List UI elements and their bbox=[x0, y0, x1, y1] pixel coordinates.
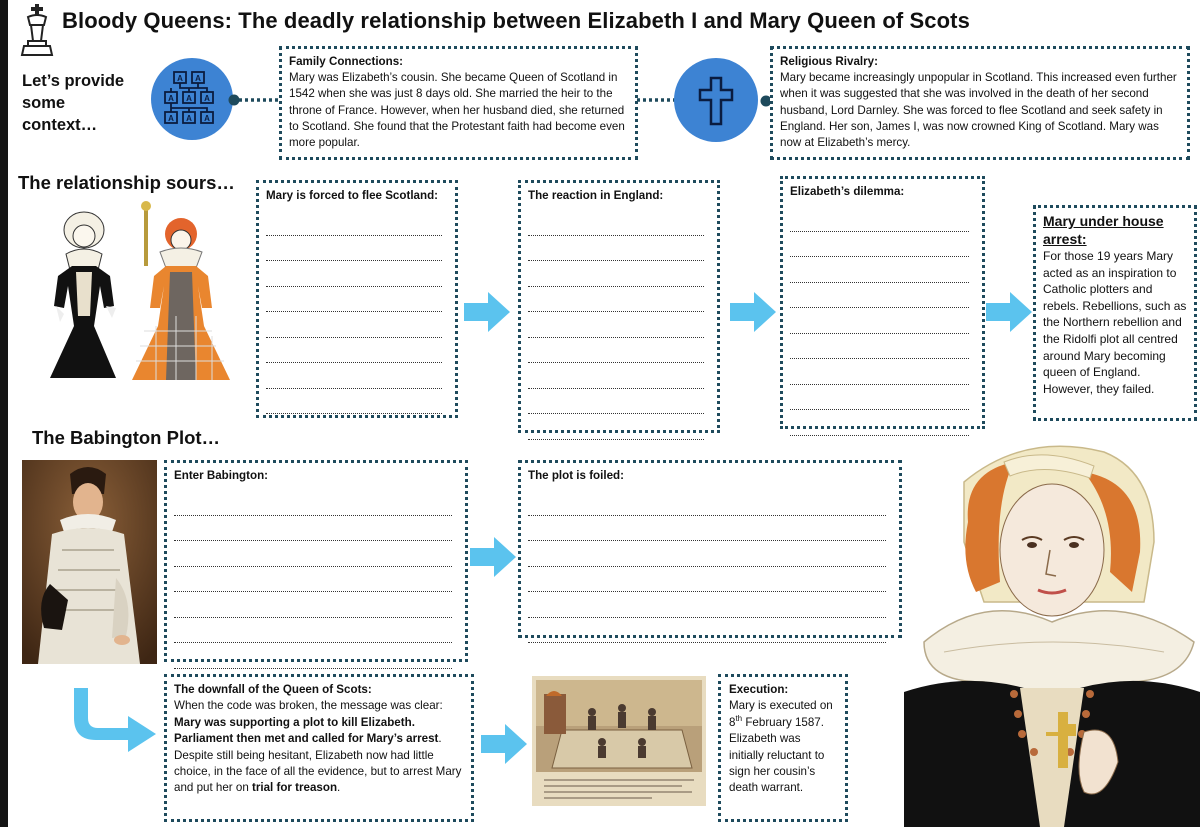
babington-portrait bbox=[22, 460, 157, 664]
svg-text:A: A bbox=[204, 94, 210, 103]
sours-heading: The relationship sours… bbox=[18, 172, 235, 193]
cross-icon bbox=[674, 58, 758, 142]
religion-circle bbox=[674, 58, 758, 142]
house-arrest-heading: Mary under house arrest: bbox=[1043, 213, 1164, 247]
downfall-box bbox=[164, 674, 474, 822]
execution-box bbox=[718, 674, 848, 822]
answer-lines[interactable] bbox=[266, 210, 448, 414]
downfall-text-2: . Despite still being hesitant, Elizabeth now had little choice, in the face of all the evidence, but to arrest Mary and put her on bbox=[174, 732, 462, 795]
context-label: Let’s provide some context… bbox=[22, 72, 125, 134]
arrow-right-icon bbox=[481, 724, 527, 764]
connector-2 bbox=[637, 93, 677, 107]
enter-babington-box[interactable] bbox=[164, 460, 468, 662]
page-edge-bar bbox=[0, 0, 8, 827]
downfall-bold-2: trial for treason bbox=[252, 781, 338, 795]
execution-sup: th bbox=[735, 713, 743, 723]
svg-text:A: A bbox=[168, 94, 174, 103]
reaction-heading: The reaction in England: bbox=[528, 189, 664, 202]
arrow-right-icon bbox=[470, 537, 516, 577]
downfall-text-1: When the code was broken, the message was clear: bbox=[174, 699, 443, 713]
execution-text-2: February 1587. Elizabeth was initially reluctant to sign her cousin’s death warrant. bbox=[729, 715, 825, 795]
religious-heading: Religious Rivalry: bbox=[780, 55, 878, 68]
house-arrest-text: For those 19 years Mary acted as an inspiration to Catholic plotters and rebels. Rebellions, such as the Northern rebellion and the Ridolfi plot all centred around Mary becoming queen of England. However, they failed. bbox=[1043, 249, 1187, 396]
religious-rivalry-box bbox=[770, 46, 1190, 160]
dilemma-box[interactable] bbox=[780, 176, 985, 429]
chess-king-icon bbox=[18, 3, 56, 59]
flee-scotland-box[interactable] bbox=[256, 180, 458, 418]
page-title: Bloody Queens: The deadly relationship between Elizabeth I and Mary Queen of Scots bbox=[62, 8, 970, 33]
svg-text:A: A bbox=[204, 114, 210, 123]
downfall-bold-1: Mary was supporting a plot to kill Elizabeth. Parliament then met and called for Mary’s arrest bbox=[174, 715, 439, 746]
foiled-heading: The plot is foiled: bbox=[528, 469, 624, 482]
svg-text:A: A bbox=[177, 74, 183, 83]
enter-heading: Enter Babington: bbox=[174, 469, 269, 482]
answer-lines[interactable] bbox=[528, 490, 892, 643]
svg-text:A: A bbox=[186, 94, 192, 103]
connector-1 bbox=[228, 93, 280, 107]
answer-lines[interactable] bbox=[790, 206, 975, 436]
house-arrest-box bbox=[1033, 205, 1197, 421]
execution-heading: Execution: bbox=[729, 683, 789, 696]
family-text: Mary was Elizabeth’s cousin. She became Queen of Scotland in 1542 when she was just 8 days old. She married the heir to the throne of France. However, when her husband died, she returned to Scotland. She found that the Protestant faith had become even more popular. bbox=[289, 71, 625, 150]
answer-lines[interactable] bbox=[174, 490, 458, 669]
arrow-right-icon bbox=[730, 292, 776, 332]
execution-engraving bbox=[532, 676, 706, 806]
curved-arrow-icon bbox=[74, 688, 160, 754]
flee-heading: Mary is forced to flee Scotland: bbox=[266, 189, 439, 202]
family-connections-box bbox=[279, 46, 638, 160]
arrow-right-icon bbox=[986, 292, 1032, 332]
reaction-england-box[interactable] bbox=[518, 180, 720, 433]
dilemma-heading: Elizabeth’s dilemma: bbox=[790, 185, 905, 198]
religious-text: Mary became increasingly unpopular in Scotland. This increased even further when it was suggested that she was involved in the death of her second husband, Lord Darnley. She was forced to flee Scotland and seek safety in England. Her son, James I, was now crowned King of Scotland. Mary was now at Elizabeth’s mercy. bbox=[780, 71, 1177, 150]
queens-illustration bbox=[36, 196, 236, 386]
family-tree-icon bbox=[151, 58, 233, 140]
execution-text-1: Mary is executed on 8 bbox=[729, 699, 833, 729]
downfall-heading: The downfall of the Queen of Scots: bbox=[174, 683, 372, 696]
plot-foiled-box[interactable] bbox=[518, 460, 902, 638]
mary-portrait bbox=[904, 432, 1200, 827]
svg-text:A: A bbox=[168, 114, 174, 123]
babington-heading: The Babington Plot… bbox=[32, 427, 221, 448]
family-heading: Family Connections: bbox=[289, 55, 404, 68]
answer-lines[interactable] bbox=[528, 210, 710, 440]
downfall-text-3: . bbox=[337, 781, 341, 795]
arrow-right-icon bbox=[464, 292, 510, 332]
svg-text:A: A bbox=[186, 114, 192, 123]
family-tree-circle bbox=[151, 58, 233, 140]
svg-text:A: A bbox=[195, 74, 201, 83]
